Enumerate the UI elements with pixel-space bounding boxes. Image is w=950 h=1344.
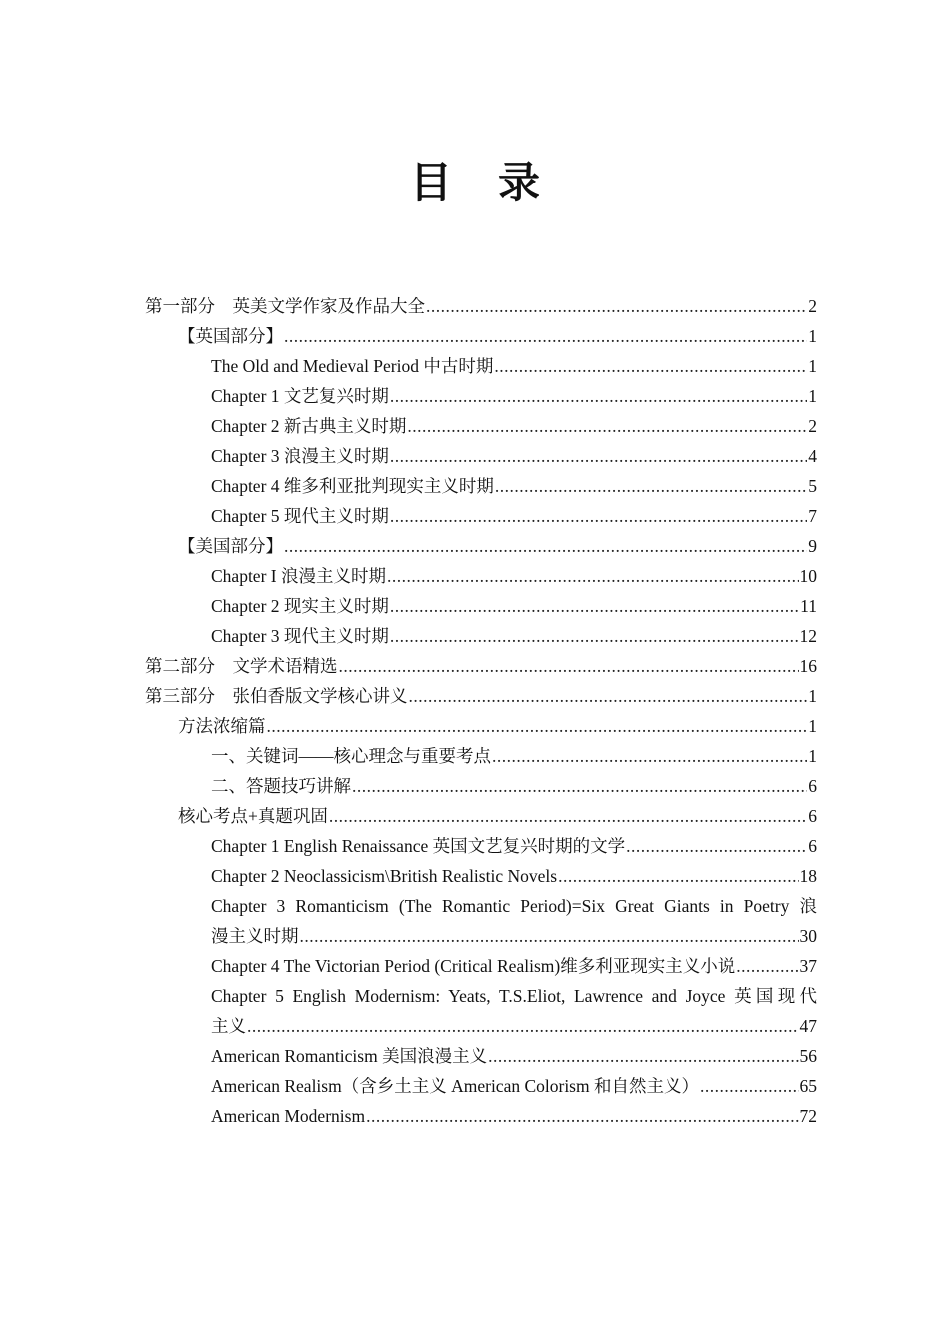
toc-entry-text: 一、关键词——核心理念与重要考点: [211, 746, 491, 766]
toc-entry[interactable]: [211, 861, 817, 891]
toc-entry-page: 47: [799, 1016, 817, 1036]
leader-dots: [390, 621, 799, 651]
leader-dots: [426, 291, 807, 321]
leader-dots: [284, 531, 807, 561]
leader-dots: [284, 321, 807, 351]
toc-entry[interactable]: [211, 381, 817, 411]
leader-dots: [626, 831, 807, 861]
toc-entry[interactable]: [145, 651, 817, 681]
leader-dots: [488, 1041, 798, 1071]
title-char-1: 目: [409, 158, 452, 207]
page-title: [0, 150, 950, 210]
toc-entry-text: 第二部分 文学术语精选: [145, 656, 338, 676]
toc-entry-page: 1: [808, 356, 817, 376]
toc-entry[interactable]: [211, 981, 817, 1011]
toc-entry-text: Chapter 3 现代主义时期: [211, 626, 389, 646]
toc-entry-text: Chapter 1 文艺复兴时期: [211, 386, 389, 406]
toc-entry-page: 72: [799, 1106, 817, 1126]
toc-entry-text: Chapter 2 现实主义时期: [211, 596, 389, 616]
toc-entry[interactable]: [211, 411, 817, 441]
toc-entry-text: The Old and Medieval Period 中古时期: [211, 356, 494, 376]
toc-entry-page: 1: [808, 386, 817, 406]
toc-entry-page: 10: [799, 566, 817, 586]
toc-entry-text: Chapter 4 维多利亚批判现实主义时期: [211, 476, 494, 496]
leader-dots: [247, 1011, 799, 1041]
toc-entry-text: 核心考点+真题巩固: [178, 806, 328, 826]
toc-entry-page: 5: [808, 476, 817, 496]
toc-entry[interactable]: [211, 471, 817, 501]
toc-entry-text: 第一部分 英美文学作家及作品大全: [145, 296, 425, 316]
toc-entry[interactable]: [145, 291, 817, 321]
toc-entry-page: 1: [808, 746, 817, 766]
toc-entry-page: 11: [800, 596, 817, 616]
leader-dots: [390, 441, 807, 471]
toc-entry-page: 12: [799, 626, 817, 646]
toc-entry-page: 18: [799, 866, 817, 886]
toc-entry-text: Chapter 1 English Renaissance 英国文艺复兴时期的文学: [211, 836, 626, 856]
toc-entry-page: 4: [808, 446, 817, 466]
leader-dots: [736, 951, 798, 981]
leader-dots: [352, 771, 807, 801]
toc-entry[interactable]: [211, 591, 817, 621]
toc-entry-page: 56: [799, 1046, 817, 1066]
toc-entry[interactable]: [145, 681, 817, 711]
toc-entry[interactable]: [211, 741, 817, 771]
toc-entry-text: American Romanticism 美国浪漫主义: [211, 1046, 488, 1066]
leader-dots: [390, 381, 807, 411]
toc-entry[interactable]: [211, 501, 817, 531]
leader-dots: [390, 501, 807, 531]
toc-entry-page: 2: [808, 296, 817, 316]
toc-entry[interactable]: [211, 621, 817, 651]
toc-entry-page: 30: [799, 926, 817, 946]
toc-entry[interactable]: [178, 801, 817, 831]
toc-entry-page: 1: [808, 716, 817, 736]
toc-entry[interactable]: [211, 1101, 817, 1131]
toc-entry-text: 【美国部分】: [178, 536, 283, 556]
toc-entry-text: Chapter 5 English Modernism: Yeats, T.S.Eliot, Lawrence and Joyce 英国现代: [211, 986, 817, 1006]
toc-entry-page: 37: [799, 956, 817, 976]
leader-dots: [700, 1071, 799, 1101]
toc-entry-text: American Modernism: [211, 1106, 366, 1126]
toc-entry-text: 第三部分 张伯香版文学核心讲义: [145, 686, 408, 706]
toc-entry[interactable]: [211, 771, 817, 801]
toc-entry-text: Chapter 3 Romanticism (The Romantic Period)=Six Great Giants in Poetry 浪: [211, 896, 817, 916]
toc-entry[interactable]: [211, 831, 817, 861]
leader-dots: [339, 651, 799, 681]
toc-entry-text: Chapter 3 浪漫主义时期: [211, 446, 389, 466]
leader-dots: [407, 411, 807, 441]
toc-entry-text: 方法浓缩篇: [178, 716, 266, 736]
toc-entry[interactable]: [211, 951, 817, 981]
toc-entry-text: Chapter 5 现代主义时期: [211, 506, 389, 526]
toc-entry-text: Chapter 4 The Victorian Period (Critical Realism)维多利亚现实主义小说: [211, 956, 736, 976]
toc-entry-continuation[interactable]: [211, 921, 817, 951]
toc-entry[interactable]: [178, 531, 817, 561]
leader-dots: [366, 1101, 798, 1131]
leader-dots: [492, 741, 807, 771]
toc-entry[interactable]: [211, 561, 817, 591]
toc-entry-page: 7: [808, 506, 817, 526]
toc-entry[interactable]: [211, 441, 817, 471]
leader-dots: [390, 591, 799, 621]
leader-dots: [329, 801, 807, 831]
leader-dots: [558, 861, 798, 891]
toc-entry[interactable]: [211, 1071, 817, 1101]
toc-entry[interactable]: [211, 891, 817, 921]
toc-entry-text: 主义: [211, 1016, 246, 1036]
toc-entry-text: Chapter I 浪漫主义时期: [211, 566, 386, 586]
toc-entry-page: 65: [799, 1076, 817, 1096]
toc-entry[interactable]: [178, 711, 817, 741]
toc-entry-page: 6: [808, 836, 817, 856]
toc-entry-text: 漫主义时期: [211, 926, 299, 946]
toc-entry-text: 二、答题技巧讲解: [211, 776, 351, 796]
leader-dots: [494, 351, 807, 381]
toc-entry[interactable]: [211, 351, 817, 381]
toc-entry-text: 【英国部分】: [178, 326, 283, 346]
toc-entry-page: 9: [808, 536, 817, 556]
toc-entry-page: 1: [808, 686, 817, 706]
toc-entry-text: Chapter 2 Neoclassicism\British Realistic Novels: [211, 866, 558, 886]
title-char-2: 录: [498, 158, 541, 207]
toc-entry-text: American Realism（含乡土主义 American Colorism 和自然主义）: [211, 1076, 699, 1096]
toc-entry-page: 16: [799, 656, 817, 676]
toc-entry-text: Chapter 2 新古典主义时期: [211, 416, 407, 436]
toc-entry[interactable]: [211, 1041, 817, 1071]
toc-entry-continuation[interactable]: [211, 1011, 817, 1041]
leader-dots: [300, 921, 799, 951]
toc-entry-page: 6: [808, 806, 817, 826]
toc-entry-page: 2: [808, 416, 817, 436]
leader-dots: [409, 681, 808, 711]
toc-entry[interactable]: [178, 321, 817, 351]
leader-dots: [387, 561, 799, 591]
leader-dots: [267, 711, 808, 741]
toc-entry-page: 1: [808, 326, 817, 346]
leader-dots: [495, 471, 807, 501]
toc-entry-page: 6: [808, 776, 817, 796]
